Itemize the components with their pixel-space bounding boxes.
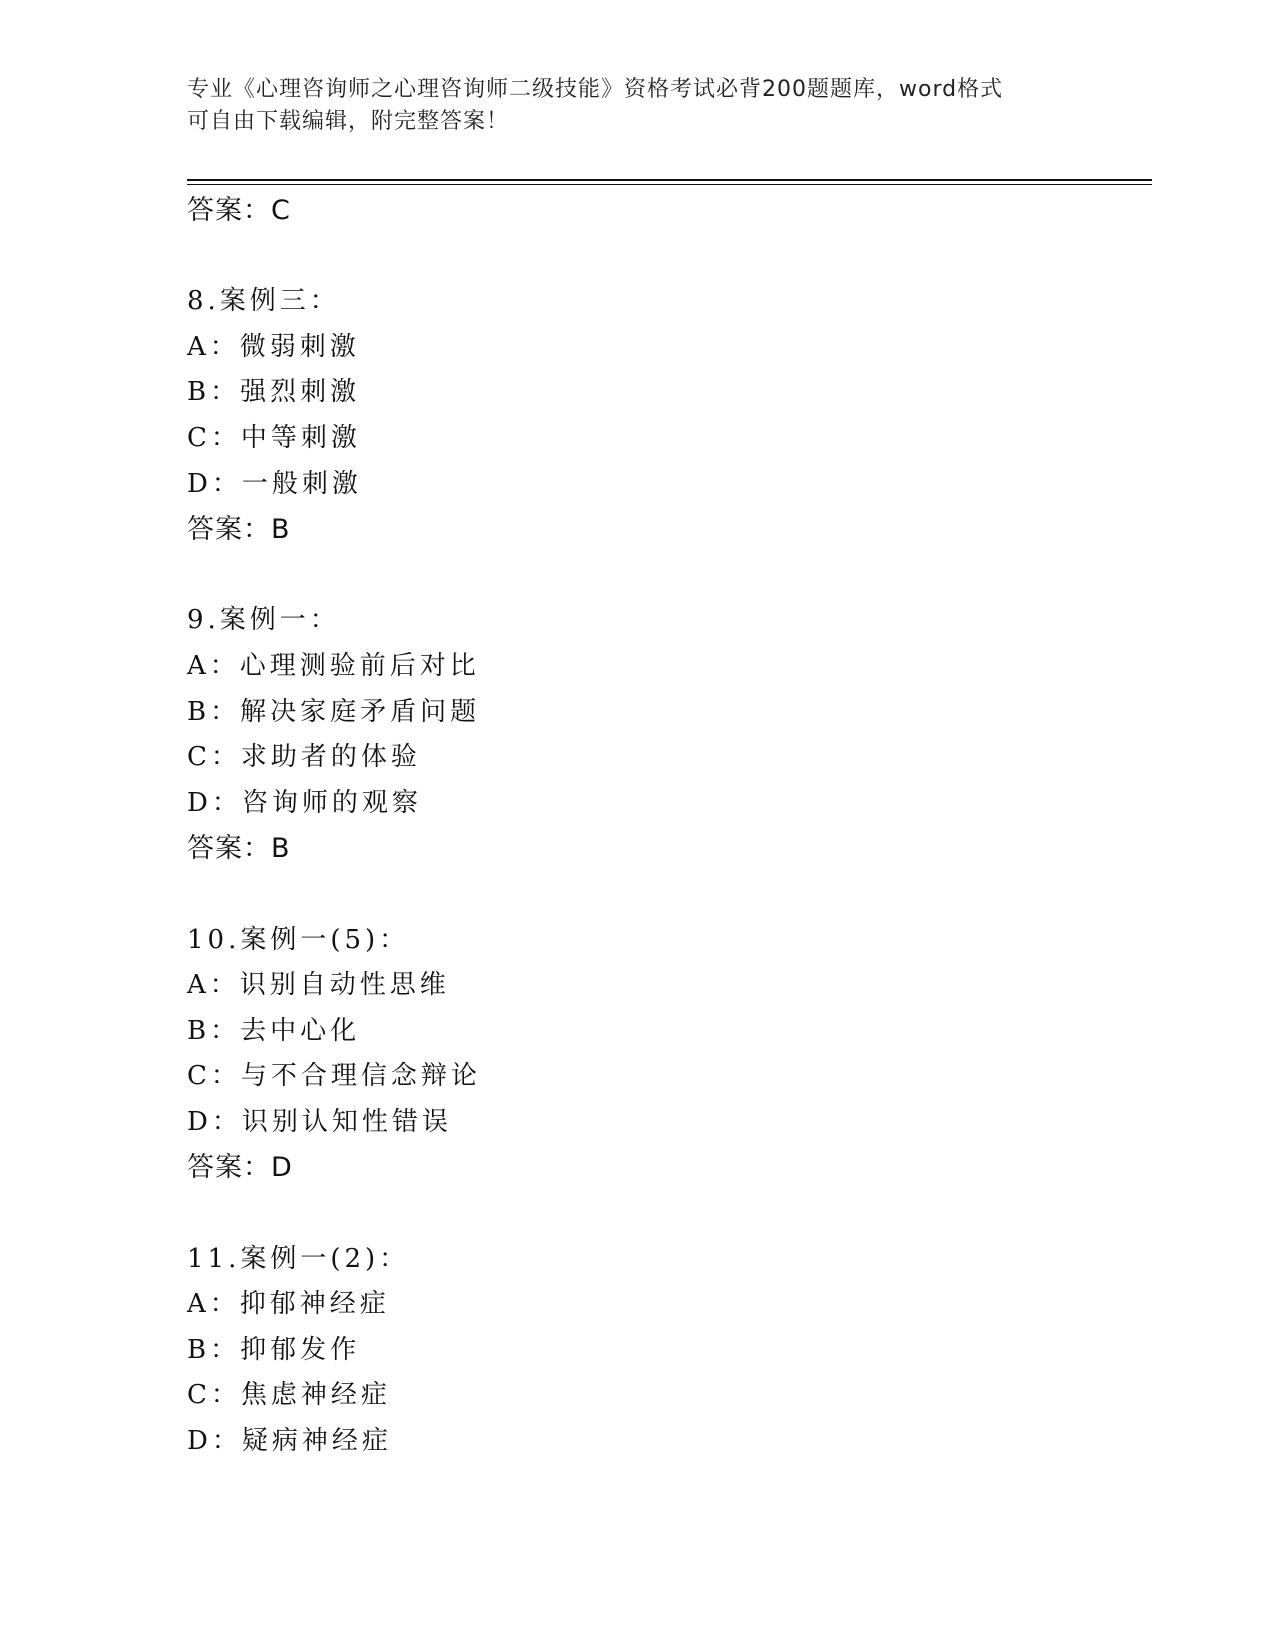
question-list (187, 188, 1147, 1465)
document-header (187, 74, 1087, 138)
header-line-2: 可自由下载编辑，附完整答案！ (187, 109, 510, 134)
question-answer: 答案：D (187, 1152, 293, 1184)
option-b: B：去中心化 (187, 1015, 361, 1046)
option-c: C：中等刺激 (187, 422, 361, 453)
question-title: 10.案例一(5)： (187, 924, 410, 955)
header-line-1: 专业《心理咨询师之心理咨询师二级技能》资格考试必背200题题库，word格式 (187, 77, 1004, 102)
option-b: B：抑郁发作 (187, 1334, 361, 1365)
option-c: C：求助者的体验 (187, 742, 421, 773)
option-d: D：疑病神经症 (187, 1426, 392, 1457)
header-divider-thick (187, 179, 1152, 181)
option-d: D：识别认知性错误 (187, 1106, 452, 1137)
question-title: 8.案例三： (187, 286, 340, 317)
spacer (187, 872, 1147, 918)
option-b: B：解决家庭矛盾问题 (187, 696, 481, 727)
option-a: A：微弱刺激 (187, 331, 360, 362)
spacer (187, 553, 1147, 599)
question-answer: 答案：B (187, 833, 291, 865)
option-c: C：与不合理信念辩论 (187, 1061, 481, 1092)
option-d: D：一般刺激 (187, 468, 362, 499)
option-d: D：咨询师的观察 (187, 787, 422, 818)
option-a: A：心理测验前后对比 (187, 650, 480, 681)
question-title: 9.案例一： (187, 605, 340, 636)
option-c: C：焦虑神经症 (187, 1380, 391, 1411)
option-a: A：识别自动性思维 (187, 970, 450, 1001)
header-divider-thin (187, 184, 1152, 185)
option-b: B：强烈刺激 (187, 377, 361, 408)
question-answer: 答案：B (187, 514, 291, 546)
option-a: A：抑郁神经症 (187, 1289, 390, 1320)
previous-answer: 答案：C (187, 195, 291, 226)
spacer (187, 1191, 1147, 1237)
question-title: 11.案例一(2)： (187, 1243, 410, 1274)
spacer (187, 234, 1147, 280)
